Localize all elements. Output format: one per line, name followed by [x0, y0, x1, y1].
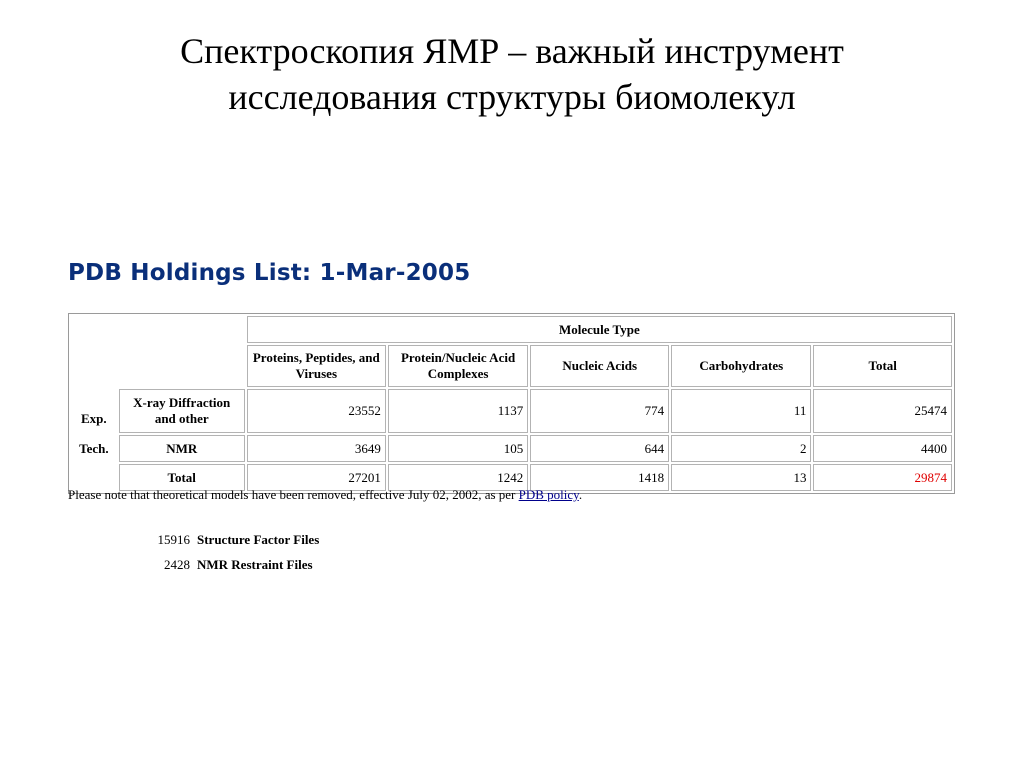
note-period: .: [578, 487, 583, 502]
exp-label: Exp.: [81, 411, 107, 426]
cell-total-nucleic: 1418: [530, 464, 669, 491]
table-row: [71, 435, 952, 462]
molecule-type-header: Molecule Type: [247, 316, 952, 343]
corner-cell: [71, 316, 245, 387]
table-row: [71, 389, 952, 433]
row-label-xray: X-ray Diffraction and other: [119, 389, 245, 433]
row-label-total: Total: [119, 464, 245, 491]
nmr-restraint-label: NMR Restraint Files: [197, 557, 313, 572]
list-item: [140, 556, 319, 581]
structure-factor-count: 15916: [157, 532, 190, 547]
files-list: [140, 531, 319, 581]
list-item: [140, 531, 319, 556]
slide-title-line-2: исследования структуры биомолекул: [228, 77, 796, 117]
col-header-nucleic-acids: Nucleic Acids: [530, 345, 669, 387]
structure-factor-label: Structure Factor Files: [197, 532, 320, 547]
slide-title: [0, 28, 1024, 120]
pdb-policy-link[interactable]: PDB policy: [518, 487, 579, 502]
slide-title-line-1: Спектроскопия ЯМР – важный инструмент: [180, 31, 844, 71]
policy-note: [68, 487, 582, 503]
pdb-heading: PDB Holdings List: 1-Mar-2005: [68, 260, 471, 286]
cell-nmr-nucleic: 644: [530, 435, 669, 462]
cell-nmr-proteins: 3649: [247, 435, 386, 462]
cell-xray-total: 25474: [813, 389, 952, 433]
tech-label: Tech.: [79, 441, 109, 456]
col-header-total: Total: [813, 345, 952, 387]
col-header-complexes: Protein/Nucleic Acid Complexes: [388, 345, 528, 387]
note-text: Please note that theoretical models have been removed, effective July 02, 2002, as per: [68, 487, 519, 502]
cell-total-carbs: 13: [671, 464, 811, 491]
cell-total-complexes: 1242: [388, 464, 528, 491]
holdings-table: [68, 313, 955, 494]
cell-xray-nucleic: 774: [530, 389, 669, 433]
cell-nmr-complexes: 105: [388, 435, 528, 462]
cell-nmr-total: 4400: [813, 435, 952, 462]
cell-grand-total: 29874: [813, 464, 952, 491]
cell-nmr-carbs: 2: [671, 435, 811, 462]
cell-xray-carbs: 11: [671, 389, 811, 433]
nmr-restraint-count: 2428: [164, 557, 190, 572]
col-header-carbohydrates: Carbohydrates: [671, 345, 811, 387]
cell-xray-complexes: 1137: [388, 389, 528, 433]
cell-total-proteins: 27201: [247, 464, 386, 491]
row-label-nmr: NMR: [119, 435, 245, 462]
cell-xray-proteins: 23552: [247, 389, 386, 433]
col-header-proteins: Proteins, Peptides, and Viruses: [247, 345, 386, 387]
